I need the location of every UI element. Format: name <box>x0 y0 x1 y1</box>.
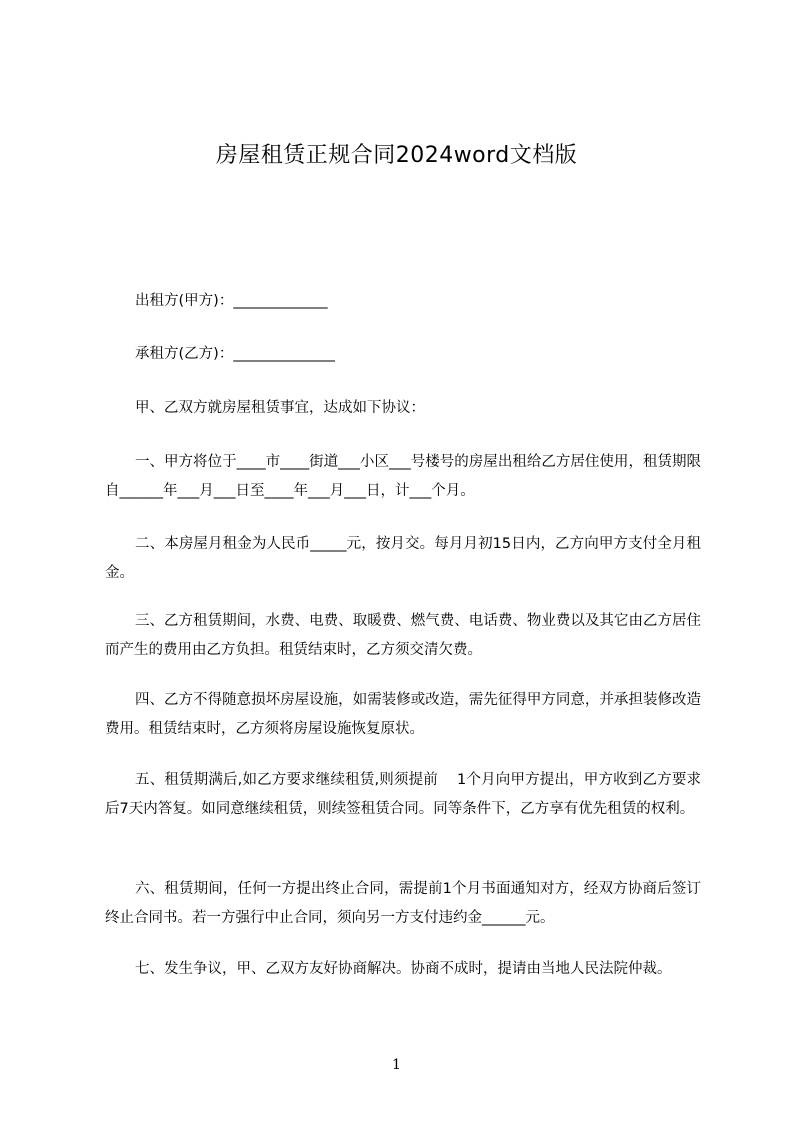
lessor-line: 出租方(甲方)：_____________ <box>135 293 328 309</box>
document-title: 房屋租赁正规合同2024word文档版 <box>215 143 578 168</box>
clause-3: 三、乙方租赁期间，水费、电费、取暖费、燃气费、电话费、物业费以及其它由乙方居住而产生的费用由乙方负担。租赁结束时，乙方须交清欠费。 <box>105 613 701 658</box>
clause-6: 六、租赁期间，任何一方提出终止合同，需提前1个月书面通知对方，经双方协商后签订终止合同书。若一方强行中止合同，须向另一方支付违约金______元。 <box>105 881 701 926</box>
clause-5: 五、租赁期满后,如乙方要求继续租赁,则须提前 1个月向甲方提出，甲方收到乙方要求后7天内答复。如同意继续租赁，则续签租赁合同。同等条件下，乙方享有优先租赁的权利。 <box>105 772 701 817</box>
clause-2: 二、本房屋月租金为人民币_____元，按月交。每月月初15日内，乙方向甲方支付全月租金。 <box>105 536 701 581</box>
lessee-line: 承租方(乙方)：______________ <box>135 346 335 362</box>
agreement-intro: 甲、乙双方就房屋租赁事宜，达成如下协议： <box>135 400 425 416</box>
clause-4: 四、乙方不得随意损坏房屋设施，如需装修或改造，需先征得甲方同意，并承担装修改造费用。租赁结束时，乙方须将房屋设施恢复原状。 <box>105 692 701 737</box>
clause-7: 七、发生争议，甲、乙双方友好协商解决。协商不成时，提请由当地人民法院仲裁。 <box>135 961 672 977</box>
clause-1: 一、甲方将位于____市____街道___小区___号楼号的房屋出租给乙方居住使用，租赁期限自______年___月___日至____年___月___日，计___个月。 <box>105 454 701 499</box>
page-number: 1 <box>392 1057 401 1073</box>
